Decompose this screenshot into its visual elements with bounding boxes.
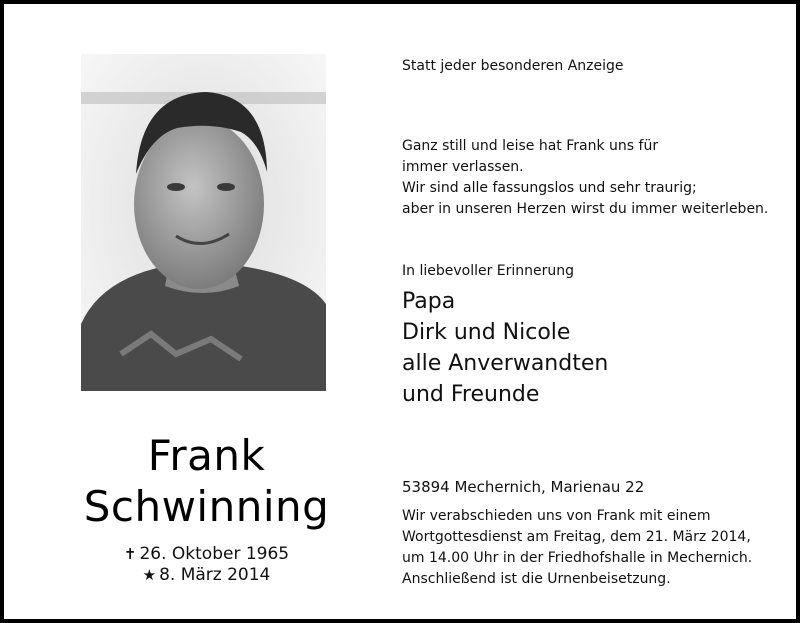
death-date: 8. März 2014 bbox=[159, 565, 271, 585]
service-line: Anschließend ist die Urnenbeisetzung. bbox=[402, 571, 671, 587]
poem-line: aber in unseren Herzen wirst du immer weiterleben. bbox=[402, 201, 769, 217]
memory-label: In liebevoller Erinnerung bbox=[402, 263, 575, 279]
family-address: 53894 Mechernich, Marienau 22 bbox=[402, 478, 645, 496]
portrait-illustration bbox=[81, 54, 326, 391]
mourners-list bbox=[402, 286, 608, 410]
deceased-first-name: Frank bbox=[147, 431, 266, 480]
poem-line: Ganz still und leise hat Frank uns für bbox=[402, 138, 659, 154]
life-dates bbox=[64, 544, 349, 586]
notice-heading: Statt jeder besonderen Anzeige bbox=[402, 58, 624, 74]
cross-icon: ✝ bbox=[123, 545, 137, 563]
poem-line: immer verlassen. bbox=[402, 159, 524, 175]
death-row bbox=[64, 565, 349, 586]
birth-row bbox=[64, 544, 349, 565]
deceased-last-name: Schwinning bbox=[83, 482, 330, 531]
mourner-item: Papa bbox=[402, 289, 456, 314]
mourner-item: und Freunde bbox=[402, 382, 540, 407]
star-icon: ★ bbox=[142, 566, 157, 584]
mourner-item: alle Anverwandten bbox=[402, 351, 609, 376]
service-line: Wir verabschieden uns von Frank mit einem bbox=[402, 508, 711, 524]
portrait-photo bbox=[81, 54, 326, 391]
birth-date: 26. Oktober 1965 bbox=[139, 544, 290, 564]
service-line: Wortgottesdienst am Freitag, dem 21. März 2014, bbox=[402, 529, 751, 545]
poem-line: Wir sind alle fassungslos und sehr traurig; bbox=[402, 180, 697, 196]
service-line: um 14.00 Uhr in der Friedhofshalle in Mechernich. bbox=[402, 550, 753, 566]
mourner-item: Dirk und Nicole bbox=[402, 320, 571, 345]
service-info bbox=[402, 506, 752, 590]
poem bbox=[402, 136, 768, 220]
